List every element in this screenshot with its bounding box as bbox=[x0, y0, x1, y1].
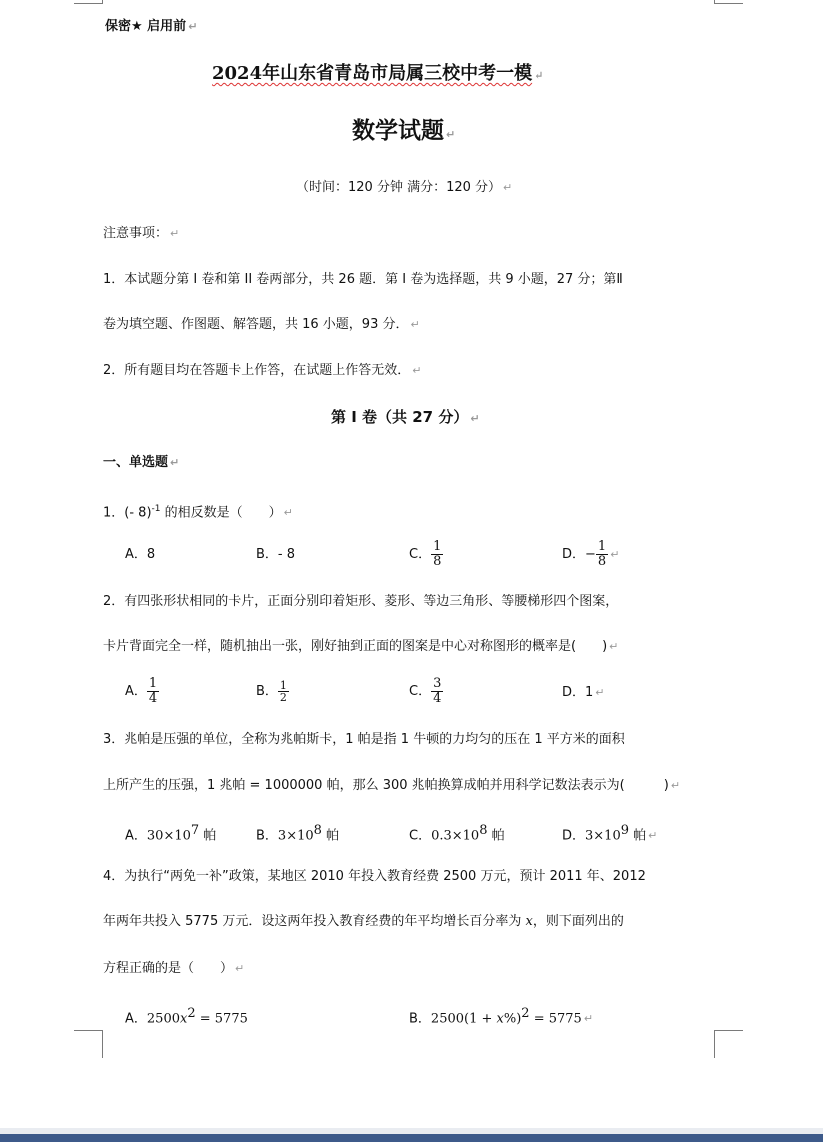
question-1-stem: 1．(- 8)$^{-1}$ 的相反数是（ ） ↵ bbox=[103, 504, 293, 521]
exam-title: 2024年山东省青岛市局属三校中考一模 ↵ bbox=[212, 63, 544, 84]
question-3-option-a: A．$30\times 10^7$ 帕 bbox=[125, 823, 217, 844]
group-title: 一、单选题 ↵ bbox=[103, 455, 180, 470]
question-1-option-c: C． $\frac{1}{8}$ bbox=[409, 539, 442, 569]
crop-mark-top-left-h bbox=[74, 3, 102, 4]
question-4-line-1: 4．为执行“两免一补”政策，某地区 2010 年投入教育经费 2500 万元，预计 2011 年、2012 bbox=[103, 869, 646, 884]
time-info: （时间：120 分钟 满分：120 分） ↵ bbox=[296, 180, 513, 195]
notes-item-1-line-1: 1．本试题分第 I 卷和第 II 卷两部分，共 26 题．第 I 卷为选择题，共 9 小题，27 分；第Ⅱ bbox=[103, 272, 623, 287]
question-2-option-c: C． $\frac{3}{4}$ bbox=[409, 676, 442, 706]
crop-mark-bottom-right-h bbox=[715, 1030, 743, 1031]
part-title: 第 I 卷（共 27 分） ↵ bbox=[331, 408, 480, 426]
crop-mark-top-left bbox=[102, 0, 103, 4]
question-2-line-1: 2．有四张形状相同的卡片，正面分别印着矩形、菱形、等边三角形、等腰梯形四个图案， bbox=[103, 594, 619, 609]
question-4-line-3: 方程正确的是（ ） ↵ bbox=[103, 961, 245, 976]
question-3-option-d: D．$3\times 10^9$ 帕 ↵ bbox=[562, 823, 658, 844]
question-3-line-1: 3．兆帕是压强的单位，全称为兆帕斯卡，1 帕是指 1 牛顿的力均匀的压在 1 平方米的面积 bbox=[103, 732, 625, 747]
question-1-option-d: D．− $\frac{1}{8}$ ↵ bbox=[562, 539, 620, 569]
notes-item-1-line-2: 卷为填空题、作图题、解答题，共 16 小题，93 分． ↵ bbox=[103, 317, 420, 332]
question-3-option-b: B．$3\times 10^8$ 帕 bbox=[256, 823, 340, 844]
notes-item-2: 2．所有题目均在答题卡上作答，在试题上作答无效． ↵ bbox=[103, 363, 422, 378]
window-bottom-bar bbox=[0, 1134, 823, 1142]
fraction: $\frac{1}{8}$ bbox=[597, 539, 607, 569]
question-2-option-b: B． $\frac{1}{2}$ bbox=[256, 679, 287, 704]
crop-mark-top-right-h bbox=[715, 3, 743, 4]
crop-mark-bottom-left bbox=[102, 1030, 103, 1058]
crop-mark-bottom-left-h bbox=[74, 1030, 102, 1031]
secret-label: 保密★ 启用前 ↵ bbox=[105, 19, 198, 34]
fraction: $\frac{1}{2}$ bbox=[279, 679, 287, 704]
question-4-option-b: B．$2500(1 + x\%)^2 = 5775$ ↵ bbox=[409, 1006, 594, 1027]
notes-heading: 注意事项： ↵ bbox=[103, 226, 180, 241]
question-1-option-b: B．- 8 bbox=[256, 547, 296, 562]
question-2-option-a: A． $\frac{1}{4}$ bbox=[125, 676, 158, 706]
question-4-line-2: 年两年共投入 5775 万元．设这两年投入教育经费的年平均增长百分率为 x，则下面列出的 bbox=[103, 914, 624, 929]
fraction: $\frac{3}{4}$ bbox=[433, 676, 442, 706]
question-3-option-c: C．$0.3\times 10^8$ 帕 bbox=[409, 823, 505, 844]
question-2-option-d: D．1 ↵ bbox=[562, 685, 605, 700]
question-1-option-a: A．8 bbox=[125, 547, 156, 562]
fraction: $\frac{1}{4}$ bbox=[148, 676, 158, 706]
question-3-line-2: 上所产生的压强，1 兆帕 = 1000000 帕，那么 300 兆帕换算成帕并用科学记数法表示为( ) ↵ bbox=[103, 778, 681, 793]
crop-mark-bottom-right bbox=[714, 1030, 715, 1058]
question-2-line-2: 卡片背面完全一样，随机抽出一张，刚好抽到正面的图案是中心对称图形的概率是( ) ↵ bbox=[103, 639, 619, 654]
subject-title: 数学试题 ↵ bbox=[352, 118, 456, 144]
question-4-option-a: A．$2500x^2 = 5775$ bbox=[125, 1006, 248, 1027]
fraction: $\frac{1}{8}$ bbox=[433, 539, 442, 569]
